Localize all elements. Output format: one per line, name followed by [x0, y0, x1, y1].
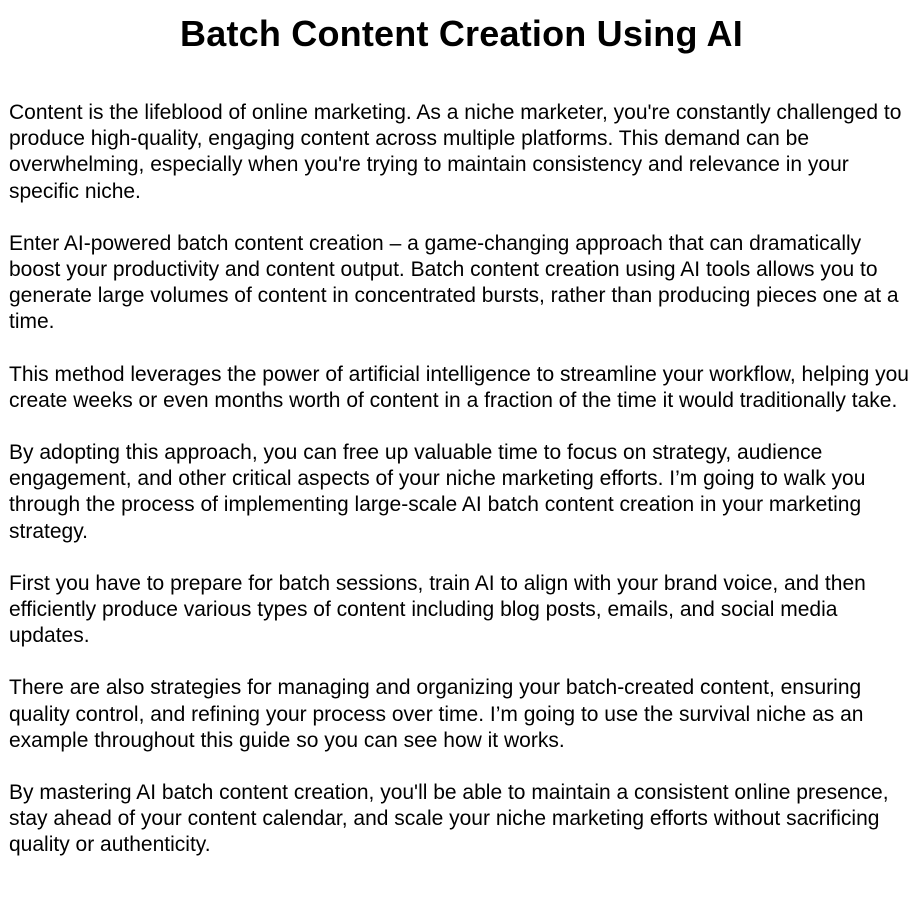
paragraph-preparation: First you have to prepare for batch sessions, train AI to align with your brand voice, and then efficiently produce various types of content including blog posts, emails, and social media updates.	[9, 571, 866, 648]
document-body	[9, 100, 909, 859]
paragraph-method: This method leverages the power of artificial intelligence to streamline your workflow, helping you create weeks or even months worth of content in a fraction of the time it would traditionally take.	[9, 362, 909, 412]
paragraph-conclusion: By mastering AI batch content creation, you'll be able to maintain a consistent online presence, stay ahead of your content calendar, and scale your niche marketing efforts without sacrificing quality or authenticity.	[9, 781, 889, 857]
paragraph-strategies: There are also strategies for managing and organizing your batch-created content, ensuring quality control, and refining your process over time. I’m going to use the survival niche as an example throughout this guide so you can see how it works.	[9, 676, 864, 752]
document-title: Batch Content Creation Using AI	[180, 13, 743, 54]
paragraph-batch-creation: Enter AI-powered batch content creation – a game-changing approach that can dramatically boost your productivity and content output. Batch content creation using AI tools allows you to generate large volumes of content in concentrated bursts, rather than producing pieces one at a time.	[9, 231, 899, 334]
paragraph-approach: By adopting this approach, you can free up valuable time to focus on strategy, audience engagement, and other critical aspects of your niche marketing efforts. I’m going to walk you through the process of implementing large-scale AI batch content creation in your marketing strategy.	[9, 441, 866, 543]
paragraph-intro: Content is the lifeblood of online marketing. As a niche marketer, you're constantly challenged to produce high-quality, engaging content across multiple platforms. This demand can be overwhelming, especially when you're trying to maintain consistency and relevance in your specific niche.	[9, 101, 902, 203]
